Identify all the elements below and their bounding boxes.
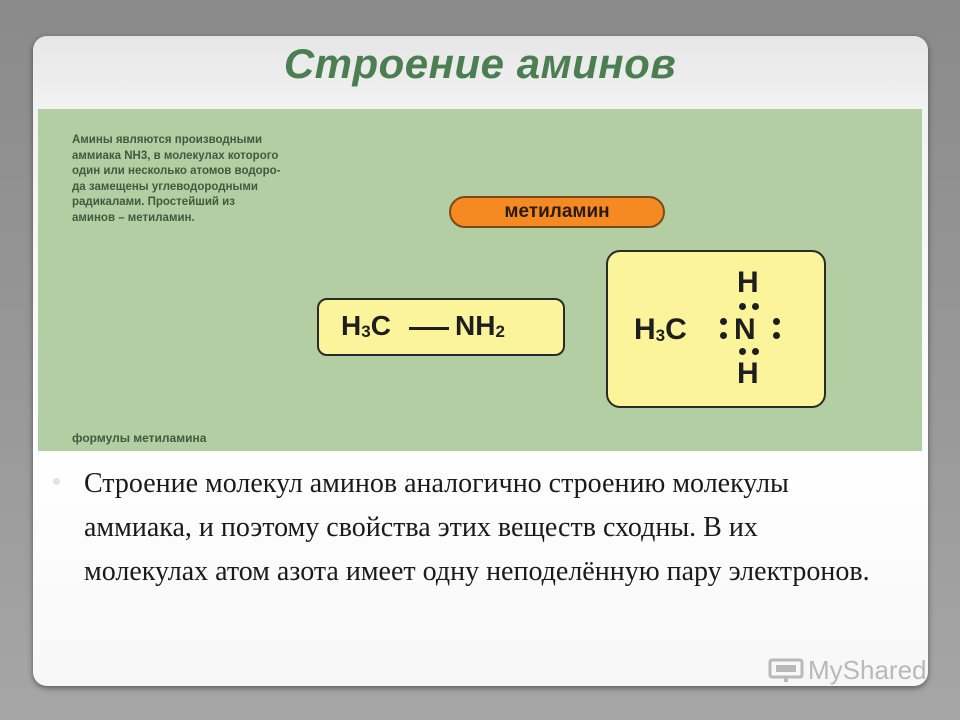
electron-dot — [739, 348, 746, 355]
electron-dot — [752, 348, 759, 355]
amino-group: NH2 — [455, 310, 505, 341]
methyl-group: H3C — [341, 310, 391, 341]
lewis-hydrogen-bottom: H — [737, 357, 759, 390]
figure-description — [72, 133, 392, 226]
watermark-text: MyShared — [808, 655, 927, 685]
electron-dot — [752, 303, 759, 310]
electron-dot — [739, 303, 746, 310]
figure-text-line: один или несколько атомов водоро- — [72, 165, 281, 177]
figure-text-line: радикалами. Простейший из — [72, 196, 235, 208]
figure-text-line: аминов – метиламин. — [72, 211, 195, 224]
electron-dot — [720, 332, 727, 339]
lewis-methyl-group: H3C — [634, 313, 687, 346]
bullet-text: Строение молекул аминов аналогично строению молекулы аммиака, и поэтому свойства этих веществ сходны. В их молекулах атом азота имеет одну неподелённую пару электронов. — [84, 468, 870, 587]
lone-pair-dot — [773, 318, 780, 325]
figure-text-line: да замещены углеводородными — [72, 180, 258, 193]
single-bond — [409, 327, 449, 330]
methylamine-figure — [38, 109, 922, 451]
compound-name-label: метиламин — [449, 196, 665, 228]
electron-dot — [720, 318, 727, 325]
structural-formula-box — [317, 298, 565, 356]
slide-title: Строение аминов — [283, 40, 677, 87]
electron-dot-formula-box — [606, 250, 826, 408]
figure-text-line: Амины являются производными — [72, 134, 263, 146]
lewis-nitrogen: N — [734, 313, 756, 346]
figure-text-line: аммиака NH3, в молекулах которого — [72, 149, 279, 162]
projector-screen-icon — [768, 657, 804, 683]
lone-pair-dot — [773, 332, 780, 339]
lewis-hydrogen-top: H — [737, 266, 759, 299]
bullet-marker — [53, 478, 60, 485]
figure-caption: формулы метиламина — [72, 431, 207, 445]
